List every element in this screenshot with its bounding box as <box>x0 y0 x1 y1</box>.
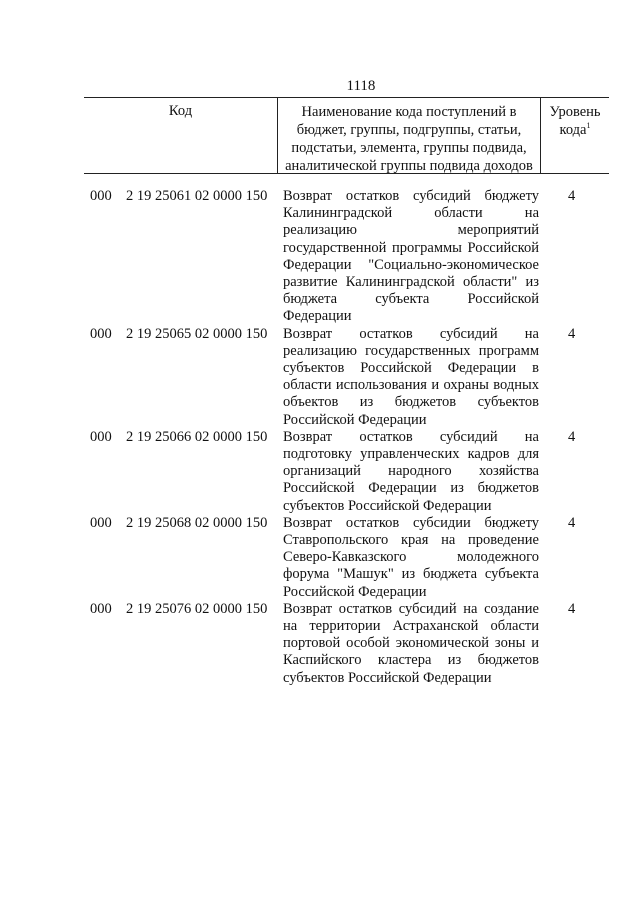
revenue-code: 2 19 25068 02 0000 150 <box>126 514 268 531</box>
revenue-name: Возврат остатков субсидии бюджету Ставропольского края на проведение Северо-Кавказского молодежного форума "Машук" из бюджета субъекта Российской Федерации <box>283 514 539 600</box>
page-number: 1118 <box>346 78 376 94</box>
admin-code: 000 <box>90 428 112 445</box>
code-level: 4 <box>568 325 576 342</box>
revenue-code: 2 19 25066 02 0000 150 <box>126 428 268 445</box>
table-body <box>84 188 609 687</box>
header-level-label: Уровень кода <box>549 104 601 138</box>
code-level: 4 <box>568 188 576 204</box>
header-level <box>541 98 609 173</box>
revenue-name: Возврат остатков субсидий бюджету Калининградской области на реализацию мероприятий государственной программы Российской Федерации "Социально-экономическое развитие Калининградской области" из бюджета субъекта Российской Федерации <box>283 188 539 325</box>
code-level: 4 <box>568 600 576 617</box>
revenue-code: 2 19 25076 02 0000 150 <box>126 600 268 617</box>
table-row <box>84 515 609 601</box>
table-row <box>84 188 609 326</box>
table-header <box>84 97 609 174</box>
revenue-name: Возврат остатков субсидий на реализацию государственных программ субъектов Российской Федерации в области использования и охраны водных объектов из бюджетов субъектов Российской Федерации <box>283 325 539 428</box>
revenue-code: 2 19 25065 02 0000 150 <box>126 325 268 342</box>
admin-code: 000 <box>90 514 112 531</box>
code-level: 4 <box>568 514 576 531</box>
code-level: 4 <box>568 428 576 445</box>
revenue-name: Возврат остатков субсидий на создание на территории Астраханской области портовой особой экономической зоны и Каспийского кластера из бюджетов субъектов Российской Федерации <box>283 600 539 686</box>
header-name: Наименование кода поступлений в бюджет, группы, подгруппы, статьи, подстатьи, элемента, группы подвида, аналитической группы подвида доходов <box>278 98 541 173</box>
table-row <box>84 429 609 515</box>
admin-code: 000 <box>90 600 112 617</box>
header-level-footnote: 1 <box>586 121 591 131</box>
table-row <box>84 601 609 687</box>
header-code: Код <box>84 98 278 173</box>
admin-code: 000 <box>90 325 112 342</box>
revenue-code: 2 19 25061 02 0000 150 <box>126 188 268 204</box>
table-row <box>84 326 609 429</box>
revenue-name: Возврат остатков субсидий на подготовку управленческих кадров для организаций народного хозяйства Российской Федерации из бюджетов субъектов Российской Федерации <box>283 428 539 514</box>
admin-code: 000 <box>90 188 112 204</box>
